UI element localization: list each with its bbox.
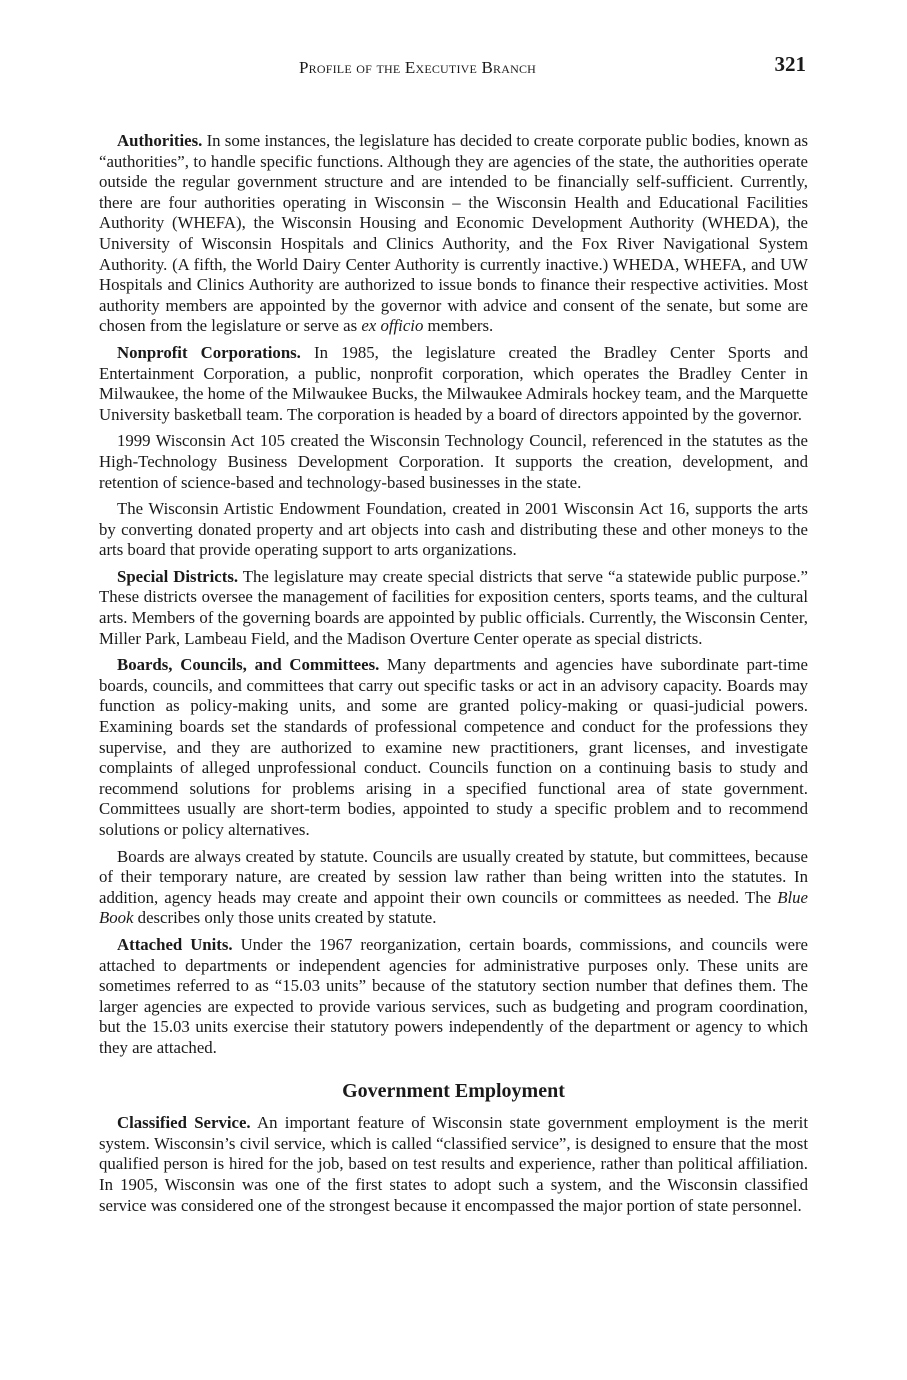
page-number: 321 <box>774 52 806 76</box>
paragraph-classified-service <box>99 1113 808 1216</box>
italic-term: ex officio <box>361 316 424 336</box>
paragraph-text: Many departments and agencies have subordinate part-time boards, councils, and committees that carry out specific tasks or act in an advisory capacity. Boards may function as policy-making units, and some are granted policy-making or quasi-judicial powers. Examining boards set the standards of professional competence and conduct for the professions they supervise, and they are authorized to examine new practitioners, grant licenses, and investigate complaints of alleged unprofessional conduct. Councils function on a continuing basis to study and recommend solutions for problems arising in a specified functional area of state government. Committees usually are short-term bodies, appointed to study a specific problem and to recommend solutions or policy alternatives. <box>99 655 808 839</box>
run-in-heading: Authorities. <box>117 131 203 150</box>
paragraph-attached-units <box>99 935 808 1059</box>
run-in-heading: Boards, Councils, and Committees. <box>117 655 380 675</box>
run-in-heading: Attached Units. <box>117 934 233 954</box>
paragraph-text: An important feature of Wisconsin state government employment is the merit system. Wisconsin’s civil service, which is called “classified service”, is designed to ensure that the most qualified person is hired for the job, based on test results and experience, rather than political affiliation. In 1905, Wisconsin was one of the first states to adopt such a system, and the Wisconsin classified service was considered one of the strongest because it encompassed the major portion of state personnel. <box>99 1113 809 1215</box>
run-in-heading: Nonprofit Corporations. <box>117 342 301 362</box>
paragraph-tech-council: 1999 Wisconsin Act 105 created the Wisconsin Technology Council, referenced in the statutes as the High-Technology Business Development Corporation. It supports the creation, development, and retention of science-based and technology-based businesses in the state. <box>99 431 808 492</box>
page-header <box>0 52 907 82</box>
run-in-heading: Classified Service. <box>117 1113 251 1133</box>
running-title: Profile of the Executive Branch <box>299 58 537 77</box>
paragraph-text: In some instances, the legislature has decided to create corporate public bodies, known as “authorities”, to handle specific functions. Although they are agencies of the state, the authorities operate outside the regular government structure and are intended to be financially self-sufficient. Currently, there are four authorities operating in Wisconsin – the Wisconsin Health and Educational Facilities Authority (WHEFA), the Wisconsin Housing and Economic Development Authority (WHEDA), the University of Wisconsin Hospitals and Clinics Authority, and the Fox River Navigational System Authority. (A fifth, the World Dairy Center Authority is currently inactive.) WHEDA, WHEFA, and UW Hospitals and Clinics Authority are authorized to issue bonds to finance their respective activities. Most authority members are appointed by the governor with advice and consent of the senate, but some are chosen from the legislature or serve as <box>99 131 808 336</box>
run-in-heading: Special Districts. <box>117 566 239 586</box>
paragraph-text: Under the 1967 reorganization, certain boards, commissions, and councils were attached to departments or independent agencies for administrative purposes only. These units are sometimes referred to as “15.03 units” because of the statutory section number that defines them. The larger agencies are expected to provide various services, such as budgeting and program coordination, but the 15.03 units exercise their statutory powers independently of the department or agency to which they are attached. <box>99 934 809 1057</box>
paragraph-artistic: The Wisconsin Artistic Endowment Foundation, created in 2001 Wisconsin Act 16, supports the arts by converting donated property and art objects into cash and distributing these and other moneys to the arts board that provide operating support to arts organizations. <box>99 499 808 560</box>
paragraph-special-districts <box>99 567 808 649</box>
paragraph-text: describes only those units created by statute. <box>133 908 437 928</box>
paragraph-boards-created <box>99 847 808 929</box>
paragraph-text: In 1985, the legislature created the Bradley Center Sports and Entertainment Corporation, a public, nonprofit corporation, which operates the Bradley Center in Milwaukee, the home of the Milwaukee Bucks, the Milwaukee Admirals hockey team, and the Marquette University basketball team. The corporation is headed by a board of directors appointed by the governor. <box>99 342 809 424</box>
paragraph-text: Boards are always created by statute. Councils are usually created by statute, but committees, because of their temporary nature, are created by session law rather than being written into the statutes. In addition, agency heads may create and appoint their own councils or committees as needed. The <box>99 846 808 907</box>
section-heading: Government Employment <box>342 1079 565 1102</box>
italic-title: Blue Book <box>99 887 808 928</box>
paragraph-authorities <box>99 131 808 337</box>
paragraph-boards <box>99 655 808 840</box>
paragraph-text: members. <box>423 316 494 336</box>
page-body <box>99 131 808 1222</box>
paragraph-nonprofit <box>99 343 808 425</box>
paragraph-text: The legislature may create special districts that serve “a statewide public purpose.” These districts oversee the management of facilities for exposition centers, sports teams, and the cultural arts. Members of the governing boards are appointed by public officials. Currently, the Wisconsin Center, Miller Park, Lambeau Field, and the Madison Overture Center operate as special districts. <box>99 566 809 648</box>
